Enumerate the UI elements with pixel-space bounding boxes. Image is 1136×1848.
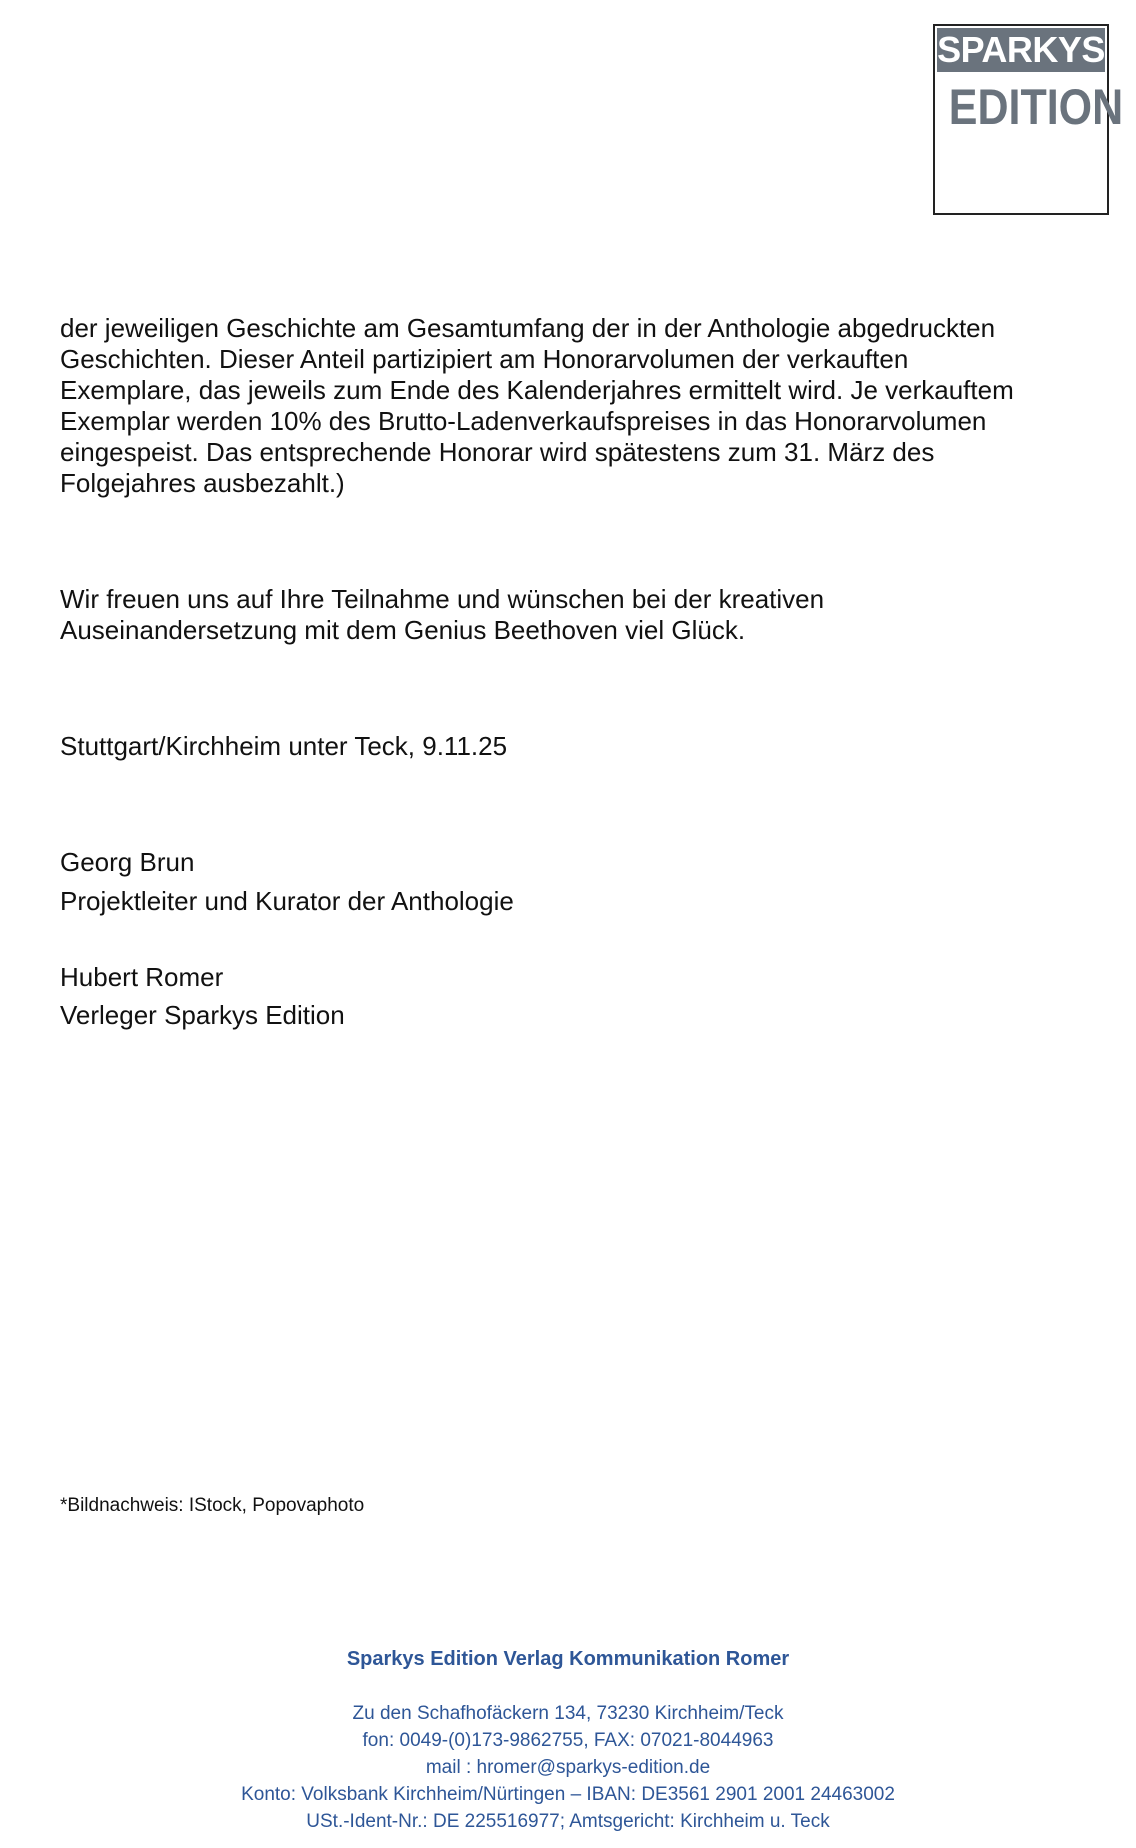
- signatory-name-2: Hubert Romer: [60, 962, 224, 992]
- footer-email: mail : hromer@sparkys-edition.de: [425, 1757, 711, 1778]
- image-credit-footnote: *Bildnachweis: IStock, Popovaphoto: [60, 1495, 365, 1516]
- sparkys-edition-logo: [933, 24, 1124, 215]
- body-paragraph-closing: Wir freuen uns auf Ihre Teilnahme und wünschen bei der kreativen Auseinandersetzung mit dem Genius Beethoven viel Glück.: [60, 584, 825, 645]
- logo-sparkys-text: SPARKYS: [937, 29, 1105, 70]
- signatory-role-1: Projektleiter und Kurator der Anthologie: [60, 886, 514, 916]
- footer-bank-account: Konto: Volksbank Kirchheim/Nürtingen – IBAN: DE3561 2901 2001 24463002: [241, 1784, 895, 1805]
- footer-phone-fax: fon: 0049-(0)173-9862755, FAX: 07021-8044963: [362, 1730, 774, 1751]
- body-paragraph-royalties: der jeweiligen Geschichte am Gesamtumfang der in der Anthologie abgedruckten Geschichten. Dieser Anteil partizipiert am Honorarvolumen der verkauften Exemplare, das jeweils zum Ende des Kalenderjahres ermittelt wird. Je verkauftem Exemplar werden 10% des Brutto-Ladenverkaufspreises in das Honorarvolumen eingespeist. Das entsprechende Honorar wird spätestens zum 31. März des Folgejahres ausbezahlt.): [60, 313, 1014, 498]
- place-and-date: Stuttgart/Kirchheim unter Teck, 9.11.25: [60, 731, 508, 761]
- footer-address: Zu den Schafhofäckern 134, 73230 Kirchheim/Teck: [352, 1703, 784, 1724]
- signatory-name-1: Georg Brun: [60, 847, 195, 877]
- logo-edition-text: EDITION: [948, 79, 1124, 135]
- footer-company-name: Sparkys Edition Verlag Kommunikation Romer: [346, 1648, 790, 1670]
- signatory-role-2: Verleger Sparkys Edition: [60, 1000, 345, 1030]
- footer-tax-register: USt.-Ident-Nr.: DE 225516977; Amtsgericht: Kirchheim u. Teck: [306, 1811, 830, 1832]
